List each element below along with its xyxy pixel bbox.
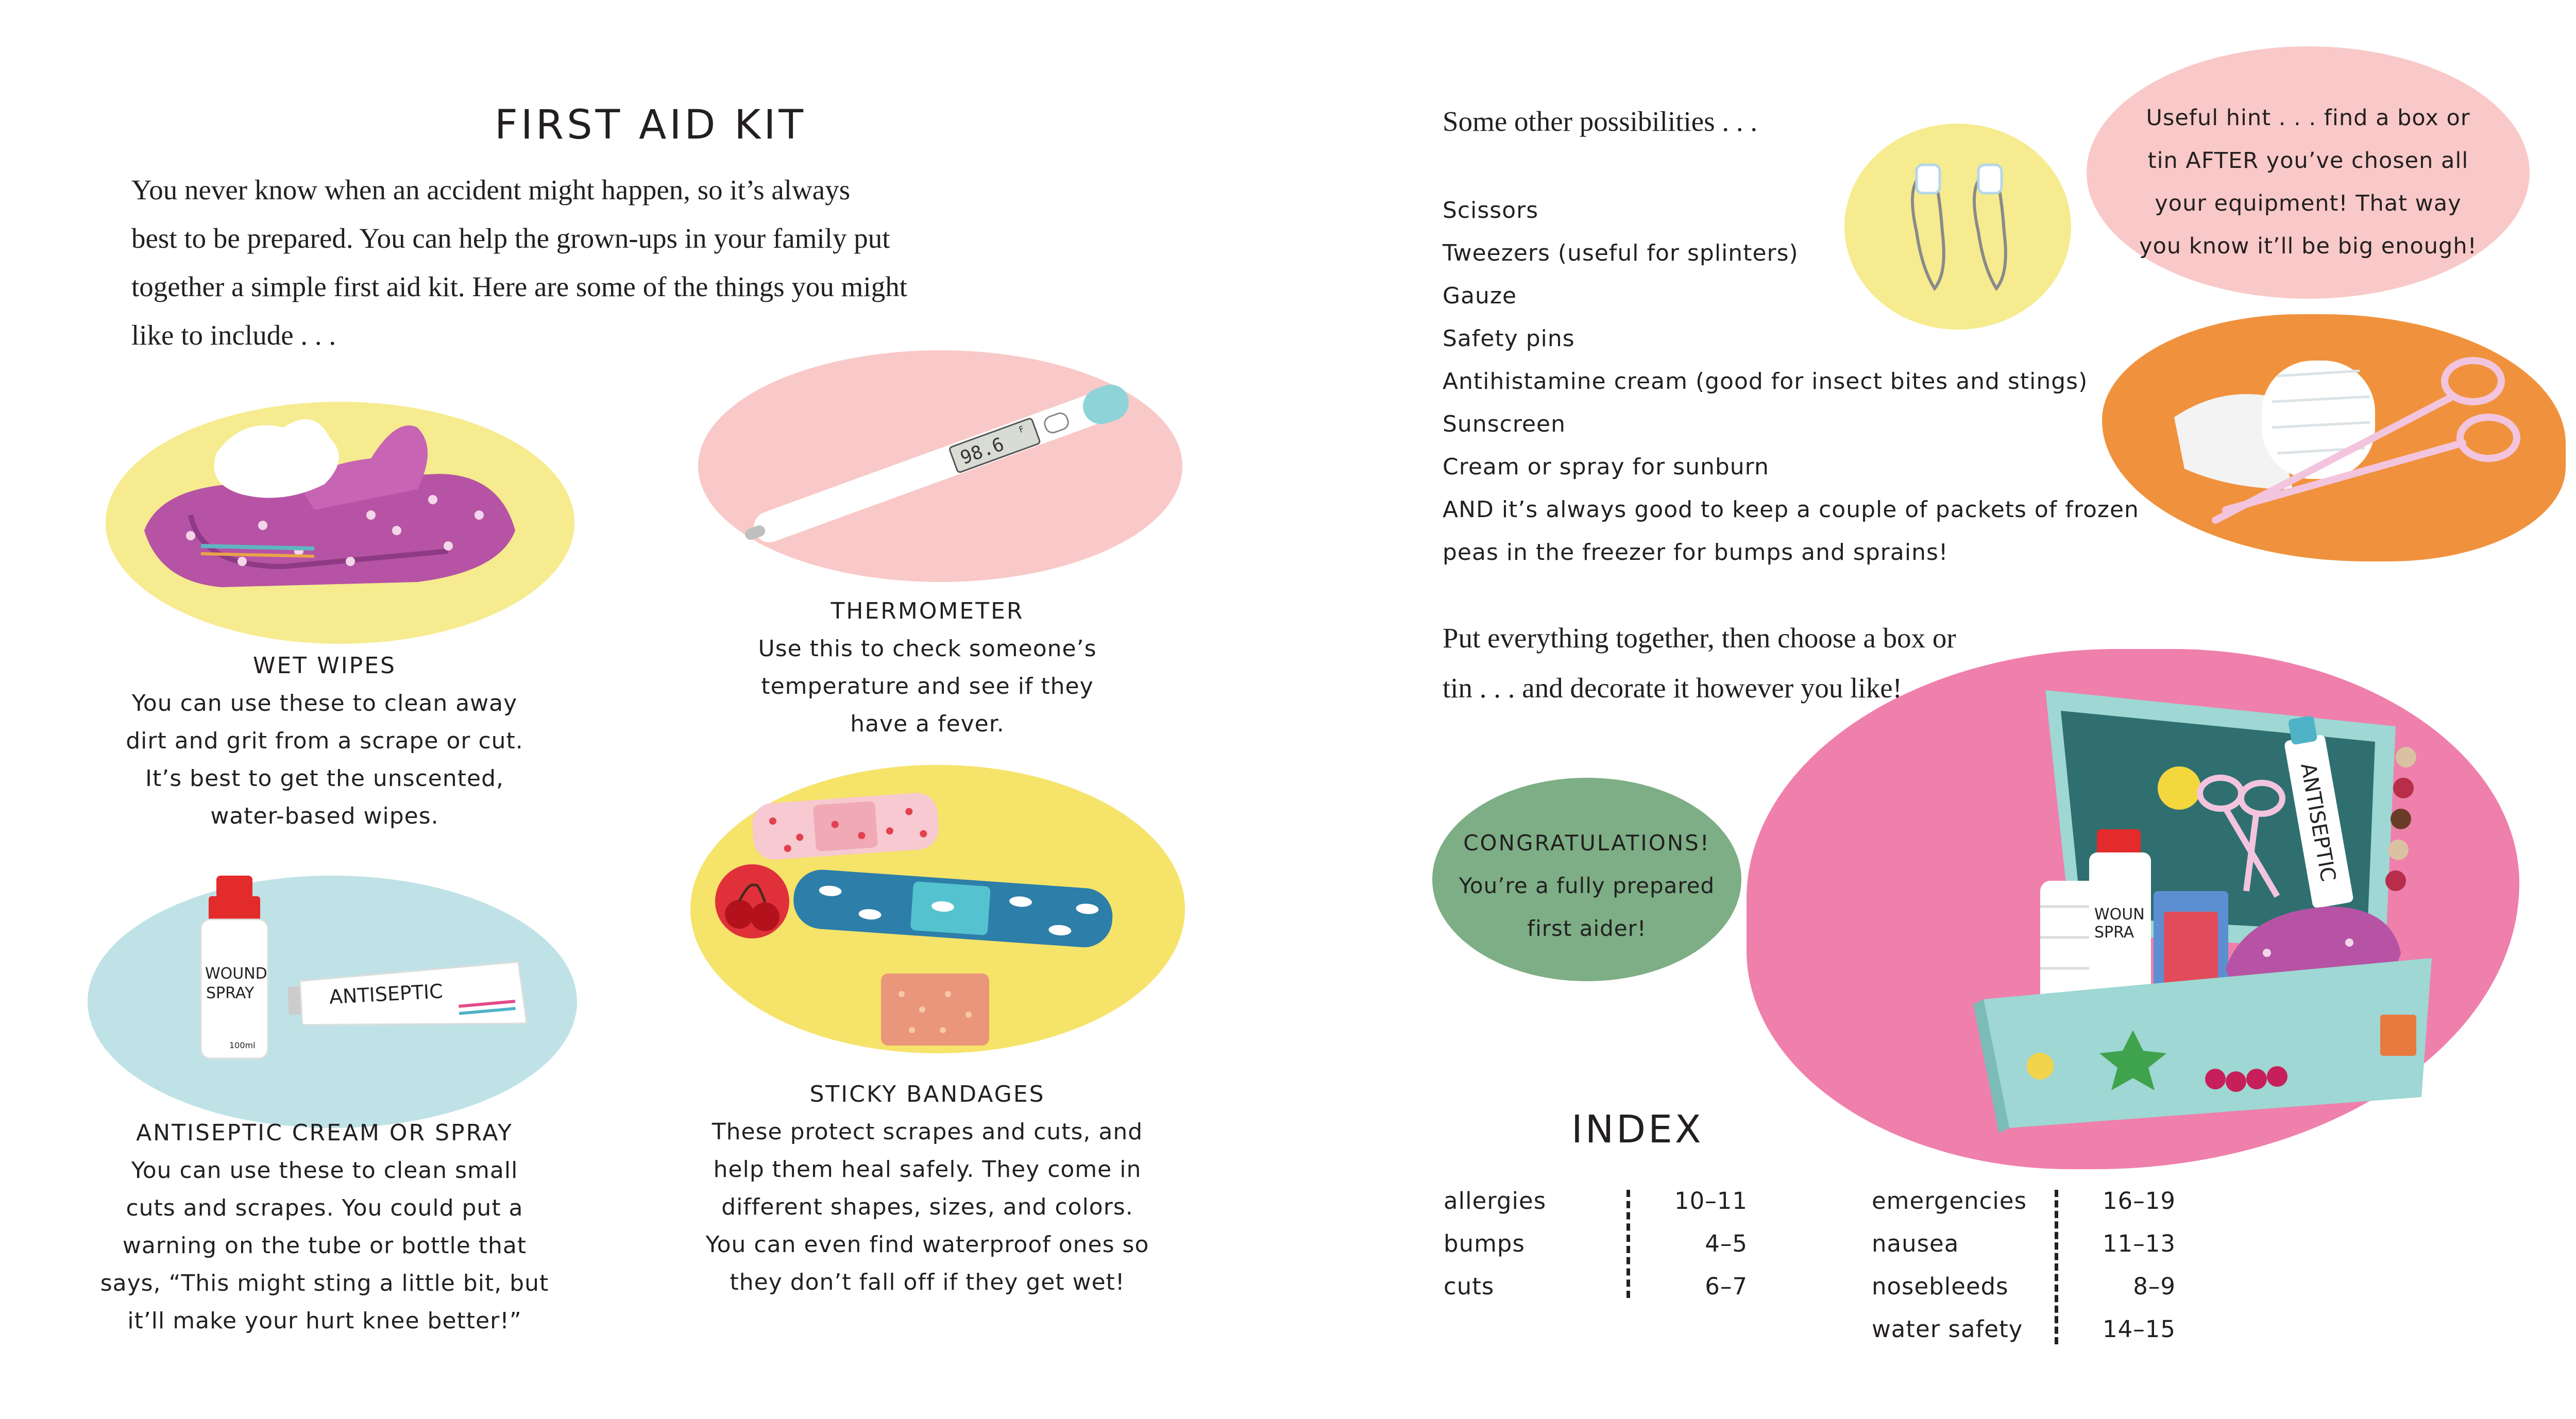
caption-line: Use this to check someone’s [758, 636, 1097, 662]
index-pages: 6–7 [1705, 1273, 1748, 1300]
box-spray-label-1: WOUN [2094, 905, 2145, 924]
caption-line: dirt and grit from a scrape or cut. [126, 728, 523, 754]
list-item: Cream or spray for sunburn [1443, 454, 1769, 480]
list-item: Gauze [1443, 283, 1517, 309]
box-tube-label: ANTISEPTIC [2296, 761, 2340, 883]
index-pages: 14–15 [2102, 1315, 2176, 1343]
index-title: INDEX [1571, 1107, 1704, 1152]
caption-line: have a fever. [850, 711, 1005, 737]
congrats-line: You’re a fully prepared [1459, 873, 1715, 898]
intro-line: together a simple first aid kit. Here are some of the things you might [131, 271, 908, 302]
caption-line: You can use these to clean away [131, 690, 518, 716]
index-pages: 4–5 [1705, 1230, 1748, 1257]
index-right-column [1872, 1179, 2243, 1350]
caption-line: These protect scrapes and cuts, and [711, 1119, 1143, 1145]
list-item: Safety pins [1443, 326, 1575, 352]
antiseptic-caption [67, 1114, 582, 1340]
box-spray-label-2: SPRA [2094, 924, 2134, 942]
hint-line: Useful hint . . . find a box or [2146, 105, 2470, 131]
thermometer-display: 98.6 [957, 434, 1007, 469]
put-together-line: Put everything together, then choose a box or [1443, 622, 1956, 654]
hint-line: tin AFTER you’ve chosen all [2147, 148, 2469, 174]
congrats-text [1437, 822, 1736, 950]
caption-line: they don’t fall off if they get wet! [730, 1269, 1125, 1295]
bandages-icon [706, 773, 1180, 1061]
antiseptic-heading: ANTISEPTIC CREAM OR SPRAY [136, 1120, 513, 1146]
caption-line: cuts and scrapes. You could put a [126, 1195, 523, 1221]
bandages-heading: STICKY BANDAGES [809, 1081, 1045, 1107]
put-together-line: tin . . . and decorate it however you like! [1443, 672, 1902, 704]
possibilities-list [1443, 189, 2215, 574]
index-divider [1626, 1190, 1630, 1298]
tube-label: ANTISEPTIC [328, 980, 444, 1008]
index-pages: 10–11 [1674, 1187, 1748, 1215]
thermometer-caption [696, 592, 1159, 743]
caption-line: You can even find waterproof ones so [705, 1232, 1149, 1258]
wet-wipes-icon [129, 397, 541, 618]
index-term: cuts [1444, 1273, 1495, 1300]
index-term: bumps [1444, 1230, 1525, 1257]
caption-line: temperature and see if they [761, 673, 1094, 699]
congrats-line: first aider! [1527, 916, 1647, 941]
thermometer-unit: F [1018, 424, 1026, 435]
list-item: Antihistamine cream (good for insect bites and stings) [1443, 368, 2088, 395]
caption-line: water-based wipes. [210, 803, 439, 829]
congrats-line: CONGRATULATIONS! [1463, 830, 1710, 856]
hint-line: your equipment! That way [2155, 191, 2462, 216]
caption-line: help them heal safely. They come in [713, 1156, 1142, 1183]
index-divider [2055, 1190, 2058, 1344]
index-term: nosebleeds [1872, 1273, 2009, 1300]
possibilities-heading: Some other possibilities . . . [1443, 106, 1758, 137]
caption-line: It’s best to get the unscented, [145, 765, 504, 792]
intro-paragraph [131, 166, 1162, 360]
caption-line: says, “This might sting a little bit, but [100, 1270, 549, 1296]
list-item: AND it’s always good to keep a couple of packets of frozen [1443, 497, 2139, 523]
list-item: Scissors [1443, 197, 1539, 224]
page-title: FIRST AID KIT [495, 102, 807, 148]
list-item: Sunscreen [1443, 411, 1566, 437]
index-term: nausea [1872, 1230, 1959, 1257]
thermometer-icon [721, 391, 1164, 531]
wet-wipes-caption [93, 647, 556, 835]
list-item: peas in the freezer for bumps and sprains! [1443, 539, 1948, 566]
bandages-caption [670, 1075, 1185, 1301]
intro-line: You never know when an accident might happen, so it’s always [131, 174, 851, 206]
index-pages: 11–13 [2102, 1230, 2176, 1257]
thermometer-heading: THERMOMETER [831, 598, 1024, 624]
spray-label-1: WOUND [205, 965, 267, 983]
antiseptic-icon [191, 865, 551, 1071]
gauze-scissors-icon [2154, 324, 2555, 541]
hint-line: you know it’ll be big enough! [2139, 233, 2477, 259]
caption-line: different shapes, sizes, and colors. [721, 1194, 1133, 1220]
caption-line: You can use these to clean small [131, 1157, 518, 1184]
index-term: allergies [1444, 1187, 1547, 1215]
index-pages: 16–19 [2102, 1187, 2176, 1215]
spray-label-2: SPRAY [206, 984, 255, 1002]
intro-line: like to include . . . [131, 319, 336, 351]
intro-line: best to be prepared. You can help the grown-ups in your family put [131, 223, 890, 254]
list-item: Tweezers (useful for splinters) [1443, 240, 1799, 266]
safety-pins-icon [1886, 155, 2040, 309]
wet-wipes-heading: WET WIPES [253, 653, 396, 679]
index-pages: 8–9 [2133, 1273, 2176, 1300]
index-term: emergencies [1872, 1187, 2027, 1215]
spray-volume: 100ml [229, 1040, 256, 1050]
index-term: water safety [1872, 1315, 2023, 1343]
caption-line: warning on the tube or bottle that [122, 1233, 527, 1259]
caption-line: it’ll make your hurt knee better!” [127, 1308, 522, 1334]
index-left-column [1444, 1179, 1815, 1308]
first-aid-box-icon [1855, 664, 2488, 1143]
hint-text [2107, 97, 2509, 268]
